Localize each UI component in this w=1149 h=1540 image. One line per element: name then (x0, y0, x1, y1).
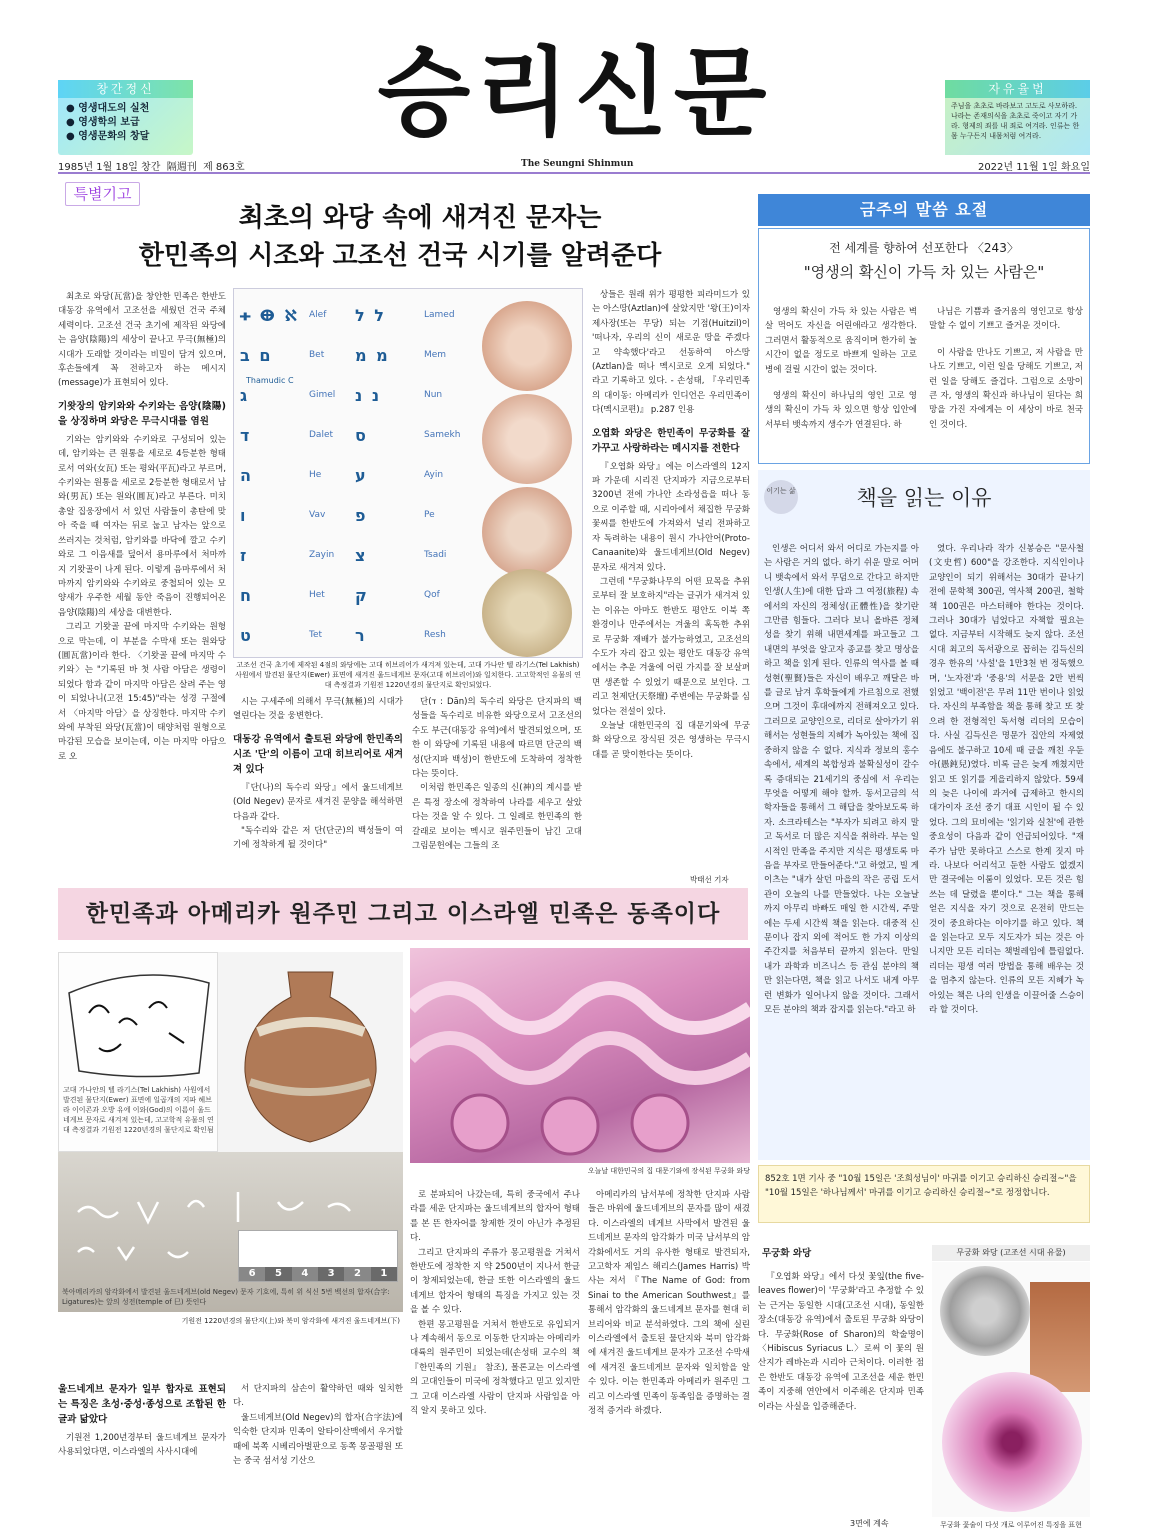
winning-life-badge: 이기는 삶 (764, 480, 798, 514)
subheading: 기왓장의 암키와와 수키와는 음양(陰陽)을 상징하며 와당은 무극시대를 염원 (58, 400, 226, 427)
letter-glyph: פ (355, 505, 368, 525)
paragraph: 단(ד : Dān)의 독수리 와당은 단지파의 백성들을 독수리로 비유한 와당으로서 고조선의 수도 부근(대동강 유역)에서 발견되었으며, 또한 이 와당에 기록된 내용에 따르면 단군의 백성(단지파 백성)이 한반도에 도착하여 정착한다는 뜻이다. (412, 697, 582, 780)
ancient-alphabet-figure (233, 288, 583, 658)
alphabet-table (240, 295, 470, 658)
paragraph: "독수리와 같은 저 단(단군)의 백성들이 여기에 정착하게 될 것이다" (233, 826, 403, 851)
paragraph: 『오엽화 와당』에서 다섯 꽃잎(the five-leaves flower)이 '무궁화'라고 추정할 수 있는 근거는 동일한 시대(고조선 시대), 동일한 장소(대동강 유역)에서 출토된 무궁화 와당이다. 무궁화(Rose of Sharon)의 학술명이 〈Hibiscus Syriacus L.〉로써 이 꽃의 원산지가 레바논과 시리아 근처이다. 이러한 점은 한반도 대동강 유역에 고조선을 세운 한민족이 지중해 연안에서 이주해온 단지파 민족이라는 사실을 입증해준다. (758, 1272, 924, 1412)
main-column-2 (233, 695, 403, 885)
essay-right-column (929, 542, 1084, 1154)
sherd-drawing (59, 953, 218, 1083)
letter-name: Gimel (309, 390, 336, 400)
paragraph: 영생의 확신이 하나님의 영인 고로 영생의 확신이 가득 차 있으면 항상 입안에서부터 뱃속까지 생수가 연결된다. 하 (765, 391, 917, 430)
continued-note: 3면에 계속 (850, 1519, 889, 1528)
headline-line1: 최초의 와당 속에 새겨진 문자는 (238, 203, 602, 233)
sermon-right-column (929, 305, 1083, 461)
paragraph: 오늘날 대한민국의 집 대문기와에 무궁화 와당으로 장식된 것은 영생하는 무극시대를 곧 맞이한다는 뜻이다. (592, 720, 750, 760)
letter-name: Het (309, 590, 325, 600)
paragraph: 아메리카의 남서부에 정착한 단지파 사람들은 바위에 울드네게브의 문자를 많이 새겼다. 이스라엘의 네게브 사막에서 발견된 울드네게브 문자의 암각화가 미국 남서부의 암각화에서도 거의 유사한 형태로 발견되자, 고고학자 제임스 해리스(James Harris) 박사는 저서 『The Name of God: from Sinai to the American Southwest』를 통해서 암각화의 울드네게브 문자를 현대 히브리어와 비교 분석하였다. 그의 책에 실린 이스라엘에서 출토된 물단지와 북미 암각화에 새겨진 울드네게브 문자가 고조선 수막새에 새겨진 울드네게브 문자와 일치함을 알 수 있다. 이는 한민족과 아메리카 원주민 그리고 이스라엘 민족이 동족임을 증명하는 결정적 증거라 하겠다. (588, 1190, 750, 1417)
letter-name: Ayin (424, 470, 444, 480)
paragraph: 기원전 1,200년경부터 울드네게브 문자가 사용되었다면, 이스라엘의 사사시대에 (58, 1433, 226, 1458)
sermon-left-column (765, 305, 917, 461)
lower-column-3 (410, 1188, 580, 1523)
byline: 박태선 기자 (690, 875, 729, 884)
paragraph: 한편 몽고평원을 거쳐서 한반도로 유입되거나 계속해서 동으로 이동한 단지파는 아메리카대륙의 원주민이 되었는데(손성태 교수의 책 『한민족의 기원』 참조), 몰론교는 이스라엘의 고대인들이 미국에 정착했다고 믿고 있지만 그 고대 이스라엘 사람이 단지파 사람임을 아직 알지 못하고 있다. (410, 1319, 580, 1417)
letter-name: Nun (424, 390, 443, 400)
alphabet-row (240, 615, 470, 655)
letter-glyph: ו (240, 505, 248, 525)
letter-glyph: ה (240, 465, 253, 485)
figure2-caption: 기원전 1220년경의 물단지(上)와 북미 암각화에 새겨진 울드네게브(下) (181, 1317, 400, 1325)
alphabet-row (240, 295, 470, 335)
paragraph: 울드네게브(Old Negev)의 합자(合字法)에 익숙한 단지파 민족이 알타이산맥에서 우거할 때에 북쪽 시베리아벌판으로 동쪽 몽골평원 또는 중국 섬서성 기산으 (233, 1412, 403, 1467)
roof-caption: 오늘날 대한민국의 집 대문기와에 장식된 무궁화 와당 (587, 1167, 750, 1175)
letter-glyph: ᚐ ⴲ ℵ (240, 305, 300, 325)
ligature-number: 5 (265, 1267, 291, 1281)
letter-glyph: ס (355, 425, 368, 445)
mugunghwa-image-caption: 무궁화 꽃술이 다섯 개로 이루어진 특징을 표현 (940, 1521, 1082, 1529)
paragraph: 『단(나)의 독수리 와당』에서 울드네게브(Old Negev) 문자로 새겨진 문양을 해석하면 다음과 같다. (233, 782, 403, 822)
founding-spirit-heading: 창간정신 (58, 80, 193, 98)
headline-line2: 한민족의 시조와 고조선 건국 시기를 알려준다 (138, 241, 662, 271)
letter-name: Zayin (309, 550, 335, 560)
founded-date: 1985년 1월 18일 창간 (58, 162, 161, 173)
mugunghwa-column (758, 1270, 924, 1515)
letter-glyph: ע (355, 465, 368, 485)
letter-name: Dalet (309, 430, 334, 440)
founding-spirit-box (58, 80, 193, 155)
letter-glyph: ח (240, 585, 253, 605)
english-title: The Seungni Shinmun (521, 159, 634, 169)
freedom-law-heading: 자유율법 (945, 80, 1090, 98)
letter-glyph: ק (355, 585, 369, 605)
weekly-verse-header: 금주의 말씀 요절 (758, 194, 1090, 226)
paragraph: 기와는 암키와와 수키와로 구성되어 있는데, 암키와는 큰 원통을 세로로 4등분한 형태로서 여와(女瓦) 또는 평와(平瓦)라고 부르며, 수키와는 원통을 세로로 2등분한 형태로서 남와(男瓦) 또는 원와(圓瓦)라고 부른다. 미치 총알 집웅장에서 서 있던 사람들이 총탄에 맞아 죽을 때 여자는 뒤로 눕고 남자는 앞으로 쓰러지는 것처럼, 암키와를 바닥에 깔고 수키와로 그 이음새를 덮어서 용마루에서 처마까지 기왓골이 나게 된다. 이렇게 음마루에서 처마까지 암키와와 수키와로 중첩되어 있는 모양새가 우주한 세월 동안 죽음이 진행되어온 음양(陰陽)의 세상을 대변한다. (58, 434, 226, 618)
paragraph: 최초로 와당(瓦當)을 창안한 민족은 한반도 대동강 유역에서 고조선을 세웠던 건국 주체세력이다. 고조선 건국 초기에 제작된 와당에는 음양(陰陽)의 세상이 끝나고 무극(無極)의 시대가 도래할 것이라는 비밀이 담겨 있으며, 후손들에게 꼭 전하고자 하는 메시지(message)가 표현되어 있다. (58, 292, 226, 389)
sermon-box (758, 228, 1090, 464)
issue-number: 제 863호 (203, 162, 245, 173)
letter-name: Samekh (424, 430, 461, 440)
paragraph: 나님은 기쁨과 즐거움의 영인고로 항상 말할 수 없이 기쁘고 즐거운 것이다. (929, 307, 1083, 332)
paragraph: 상들은 원래 위가 평평한 피라미드가 있는 아스땅(Aztlan)에 살았지만 '왕(王)이자 제사장(또는 무당) 되는 기점(Huitzil)이 '떠나자, 우리의 신이 새로운 땅을 주겠다고 약속했다'라고 선동하여 아스땅(Aztlan)을 떠나 멕시코로 오게 되었다." 라고 기록하고 있다. - 손성태, 『우리민족의 대이동: 아메리카 인디언은 우리민족이다(멕시코편)』 p.287 인용 (592, 290, 750, 416)
letter-glyph: ם ב (240, 345, 273, 365)
letter-name: Resh (424, 630, 446, 640)
roof-tile-image (482, 394, 572, 484)
alphabet-row (240, 415, 470, 455)
paragraph: 로 분파되어 나갔는데, 특히 중국에서 주나라를 세운 단지파는 울드네게브의 합자어 형태를 본 뜬 한자어를 창제한 것이 아닌가 추정된다. (410, 1190, 580, 1244)
mugunghwa-image-heading: 무궁화 와당 (고조선 시대 유물) (932, 1245, 1090, 1261)
alphabet-row (240, 535, 470, 575)
roof-tile-image (482, 569, 572, 657)
letter-name: Pe (424, 510, 435, 520)
roof-tiles-photo (410, 948, 750, 1163)
paragraph: 영생의 확신이 가득 차 있는 사람은 벽 살 먹어도 자신을 어린애라고 생각한다. 그러면서 활동적으로 움직이며 한가히 놀 시간이 없을 정도로 바쁘게 일하는 고로 병에 걸릴 시간이 없는 것이다. (765, 307, 917, 375)
essay-box (758, 470, 1090, 1160)
alphabet-caption: 고조선 건국 초기에 제작된 4점의 와당에는 고대 히브리어가 새겨져 있는데, 고대 가나안 텔 라기스(Tel Lakhish) 사원에서 발견된 물단지(Ewer) 표면에 새겨진 울드네게브 문자(고대 히브리어)와 일치한다. 고고학적인 유물의 연대 측정결과 기원전 1220년경의 물단지로 확인되었다. (235, 661, 581, 689)
dateline (58, 158, 1090, 174)
paragraph: 그리고 기왓골 끝에 마지막 수키와는 원형으로 막는데, 이 부분을 수막새 또는 원와당(圓瓦當)이라 한다. 〈기왓골 끝에 마지막 수키와〉는 "기록된 바 첫 사람 아담은 생령이 되었다 함과 같이 마지막 아담은 살려 주는 영이 되었나니(고전 15:45)"라는 성경 구절에서 〈마지막 아담〉을 상징한다. 마지막 수키와에 부착된 와당(瓦當)이 태양처럼 원형으로 마감된 모습을 보이는데, 이는 마지막 아담으로 오 (58, 622, 226, 762)
ligature-number: 4 (292, 1267, 318, 1281)
essay-title: 책을 읽는 이유 (856, 486, 992, 510)
correction-note: 852호 1면 기사 중 "10월 15일은 '조희성님이' 마귀를 이기고 승리하신 승리절~"을 "10월 15일은 '하나님께서' 마귀를 이기고 승리하신 승리절~"로 정정합니다. (758, 1165, 1090, 1223)
lower-column-4 (588, 1188, 750, 1523)
ligature-number: 3 (318, 1267, 344, 1281)
ewer-jar-drawing (218, 952, 403, 1152)
mugunghwa-images (932, 1262, 1090, 1517)
paragraph: 그런데 "무궁화나무의 어떤 묘목을 추위로부터 잘 보호하지"라는 글귀가 새겨져 있는 이유는 아마도 한반도 평안도 이북 쪽 환경이나 만주에서는 겨울의 혹독한 추위로 무궁화 재배가 불가능하였고, 고조선의 수도가 자리 잡고 있는 평안도 대동강 유역에서는 추운 겨울에 어린 가지를 잘 보살펴면 생존할 수 있었기 때문으로 보인다. 그리고 천제단(天祭壇) 주변에는 무궁화를 심었다는 전설이 있다. (592, 576, 750, 717)
letter-glyph: ג (240, 385, 250, 405)
letter-name: Qof (424, 590, 440, 600)
tile-fragment-image (1030, 1282, 1090, 1392)
letter-glyph: ל ל (355, 305, 386, 325)
sermon-subtitle: 전 세계를 향하여 선포한다 〈243〉 (829, 241, 1019, 255)
founding-spirit-list (58, 98, 193, 148)
letter-glyph: ר (355, 625, 367, 645)
letter-name: Lamed (424, 310, 455, 320)
subheading: 울드네게브 문자가 일부 합자로 표현되는 특징은 초성·중성·종성으로 조합된 한글과 닮았다 (58, 1384, 226, 1425)
ewer-sherd-image (58, 952, 218, 1152)
alphabet-row (240, 335, 470, 375)
paragraph: 시는 구세주에 의해서 무극(無極)의 시대가 열린다는 것을 웅변한다. (233, 697, 403, 722)
letter-name: Vav (309, 510, 326, 520)
stone-caption: 북아메리카의 암각화에서 발견된 울드네게브(old Negev) 문자 기호에, 특히 위 식신 5번 백선의 합자(合字: Ligatures)는 앞의 성전(temple of 巳) 뜻인다 (62, 1288, 390, 1306)
petroglyph-image (58, 1152, 403, 1312)
essay-left-column (764, 542, 919, 1154)
alphabet-row (240, 655, 470, 658)
lower-column-2 (233, 1382, 403, 1522)
frequency: 隔週刊 (166, 162, 197, 173)
ligature-chart (238, 1230, 398, 1282)
founding-spirit-item: ● 영생문화의 창달 (66, 131, 150, 142)
thamudic-label: Thamudic C (246, 376, 294, 385)
roof-tile-image (482, 487, 572, 577)
letter-glyph: צ (355, 545, 368, 565)
ewer-caption: 고대 가나안의 텔 라기스(Tel Lakhish) 사원에서 발견된 물단지(Ewer) 표면에 일곱개의 지파 헤브라 이이콘과 오방 유에 이와(God)의 이름이 울드네게브 문자로 새겨져 있는데, 고고학적 유물의 연대 측정결과 기원전 1220년경의 물단지로 확인됨 (63, 1086, 214, 1134)
letter-glyph: ד (240, 425, 252, 445)
letter-name: He (309, 470, 322, 480)
founding-spirit-item: ● 영생대도의 실천 (66, 103, 150, 114)
roof-tile-image (482, 301, 572, 391)
mugunghwa-tile-image (940, 1266, 1030, 1356)
letter-name: Mem (424, 350, 447, 360)
newspaper-title: 승리신문 (377, 37, 773, 149)
letter-glyph: נ נ (355, 385, 382, 405)
hibiscus-flower-image (942, 1372, 1082, 1512)
letter-name: Bet (309, 350, 325, 360)
lower-column-1 (58, 1382, 226, 1522)
paragraph: 인생은 어디서 와서 어디로 가는지를 아는 사람은 거의 없다. 하기 쉬운 말로 어머니 뱃속에서 와서 무덤으로 간다고 하지만 인생(人生)에 대한 답과 그 여정(旅程) 속에서의 자신의 정체성(正體性)을 찾기란 그만큼 힘들다. 그러다 보니 올바른 정체성을 찾기 위해 내면세계를 파고들고 그 내면의 부엇을 알고자 종교를 찾고 명상을 하고 책을 읽게 된다. 인류의 역사를 볼 때 성현(聖賢)들은 자신이 배우고 깨달은 바를 글로 남겨 후학들에게 가르침으로 전했으며 그것이 후대에까지 전해져오고 있다. 그러므로 교양인으로, 리더로 살아가기 위해서는 성현들의 지혜가 녹아있는 책에 집중하지 않을 수 없다. 지식과 정보의 홍수 속에서, 세계의 복합성과 불확실성이 갈수록 증대되는 21세기의 중심에 서 우리는 무엇을 어떻게 해야 할까. 동서고금의 석학자들을 통해서 그 해답을 찾아보도록 하자. 소크라테스는 "부자가 되려고 하지 말고 독서로 더 많은 지식을 취하라. 부는 일시적인 만족을 주지만 지식은 평생토록 마음을 부자로 만들어준다."고 하였고, 빌 게이츠는 "내가 살던 마을의 작은 공립 도서관이 오늘의 나를 만들었다. 나는 오늘날까지 아무리 바빠도 매일 한 시간씩, 주말에는 두세 시간씩 책을 읽는다. 대중적 신문이나 잡지 외에 적어도 한 가지 이상의 주간지를 처음부터 끝까지 읽는다. 만일 내가 과학과 비즈니스 등 관심 분야의 책만 읽는다면, 책을 읽고 나서도 내게 아무런 변화가 일어나지 않을 것이다. 그래서 모든 분야의 책과 잡지를 읽는다."라고 하 (764, 544, 919, 1015)
letter-glyph: מ מ (355, 345, 390, 365)
paragraph: 이처럼 한민족은 일종의 신(神)의 계시를 받은 특정 장소에 정착하여 나라를 세우고 살았다는 것을 알 수 있다. 그 일례로 한민족의 한 갈래로 보이는 멕시코 원주민들이 남긴 고대 그림문헌에는 그들의 조 (412, 783, 582, 852)
main-column-1 (58, 290, 226, 886)
mugunghwa-heading: 무궁화 와당 (762, 1248, 812, 1259)
issue-date: 2022년 11월 1일 화요일 (977, 162, 1090, 173)
ligature-number: 2 (344, 1267, 370, 1281)
letter-glyph: ז (240, 545, 249, 565)
subheading: 대동강 유역에서 출토된 와당에 한민족의 시조 '단'의 이름이 고대 히브리어로 새겨져 있다 (233, 733, 403, 775)
alphabet-row (240, 575, 470, 615)
paragraph: 『오엽화 와당』에는 이스라엘의 12지파 가운데 시리진 단지파가 지금으로부터 3200년 전에 가나안 소라성읍을 떠나 동으로 이주할 때, 시리아에서 채집한 무궁화 꽃씨를 한반도에 가져와서 널리 전파하고자 독려하는 내용이 원시 가나안어(Proto-Canaanite)와 울드네게브(Old Negev) 문자로 새겨져 있다. (592, 461, 750, 573)
sermon-title: "영생의 확신이 가득 차 있는 사람은" (803, 263, 1045, 281)
main-column-3 (412, 695, 582, 885)
letter-name: Tet (309, 630, 323, 640)
ligature-number: 1 (371, 1267, 397, 1281)
ewer-photo (218, 952, 403, 1152)
founding-spirit-item: ● 영생학의 보급 (66, 117, 140, 128)
paragraph: 였다. 우리나라 작가 신봉승은 "문사철(文史哲) 600"을 강조한다. 지식인이나 교양인이 되기 위해서는 30대가 끝나기 전에 문학책 300권, 역사책 200권, 철학책 100권은 마스터해야 한다는 것이다. 그러나 30대가 넘었다고 자책할 필요는 없다. 지금부터 시작해도 늦지 않다. 조선시대 최고의 독서광으로 꼽히는 김득신의 경우 한유의 '사설'을 1만3천 번 정독했으며, '노자전'과 '중용'의 서문을 2만 번씩 읽었고 '백이전'은 무려 11만 번이나 읽었다. 자신의 부족함을 책을 통해 찾고 또 찾으려 한 전형적인 독서형 리더의 모습이다. 사실 김득신은 명문가 집안의 자제였음에도 불구하고 10세 때 글을 깨친 우둔아(愚鈍兒)였다. 비록 글은 늦게 깨쳤지만 읽고 또 읽기를 게을리하지 않았다. 59세의 늦은 나이에 과거에 급제하고 한시의 대가이자 조선 중기 대표 시인이 될 수 있었다. 그의 묘비에는 '읽기와 실천'에 관한 중요성이 다음과 같이 언급되어있다. "재주가 남만 못하다고 스스로 한계 짓지 마라. 나보다 어리석고 둔한 사람도 없겠지만 결국에는 이룸이 있었다. 모든 것은 힘쓰는 데 달렸을 뿐이다." 그는 책을 통해 얻은 지식을 자기 것으로 온전히 만드는 것이 중요하다는 이야기를 하고 있다. 책을 읽는다고 모두 지도자가 되는 것은 아니지만 모든 리더는 책벌레임에 틀림없다. 리더는 평생 여러 방법을 통해 배우는 것을 멈추지 않는다. 인류의 모든 지혜가 녹아있는 책은 나의 인생을 이끌어줄 스승이라 할 것이다. (929, 544, 1084, 1015)
letter-name: Tsadi (424, 550, 447, 560)
ligature-numbers (239, 1267, 397, 1281)
ligature-number: 6 (239, 1267, 265, 1281)
letter-glyph: ט (240, 625, 253, 645)
freedom-law-text: 주님을 초초로 바라보고 고도로 사모하라. 나라는 존재의식을 초초로 죽이고 자기 가라. 형제의 죄를 내 죄로 여겨라. 인류는 한몸 누구든지 내몸처럼 여겨라. (951, 102, 1080, 140)
main-column-4 (592, 288, 750, 873)
paragraph: 그리고 단지파의 주류가 몽고평원을 거쳐서 한반도에 정착한 지 약 2500년이 지나서 한글이 창제되었는데, 한글 또한 이스라엘의 울드네게브 합자어 형태의 특징을 가지고 있는 것을 볼 수 있다. (410, 1247, 580, 1316)
letter-name: Alef (309, 310, 327, 320)
special-contribution-tag: 특별기고 (65, 182, 140, 206)
alphabet-row (240, 455, 470, 495)
paragraph: 서 단지파의 삼손이 활약하던 때와 일치한다. (233, 1384, 403, 1409)
paragraph: 이 사람을 만나도 기쁘고, 저 사람을 만나도 기쁘고, 이런 일을 당해도 기쁘고, 저런 일을 당해도 즐겁다. 그럼으로 소망이 큰 자, 영생의 확신과 하나님이 된다는 희망을 가진 자에게는 이 세상이 바로 천국인 것이다. (929, 347, 1083, 430)
freedom-law-box (945, 80, 1090, 155)
subheading: 오엽화 와당은 한민족이 무궁화를 잘 가꾸고 사랑하라는 메시지를 전한다 (592, 427, 750, 454)
section-banner: 한민족과 아메리카 원주민 그리고 이스라엘 민족은 동족이다 (58, 888, 748, 940)
roof-tiles-drawing (410, 948, 750, 1163)
alphabet-row (240, 495, 470, 535)
